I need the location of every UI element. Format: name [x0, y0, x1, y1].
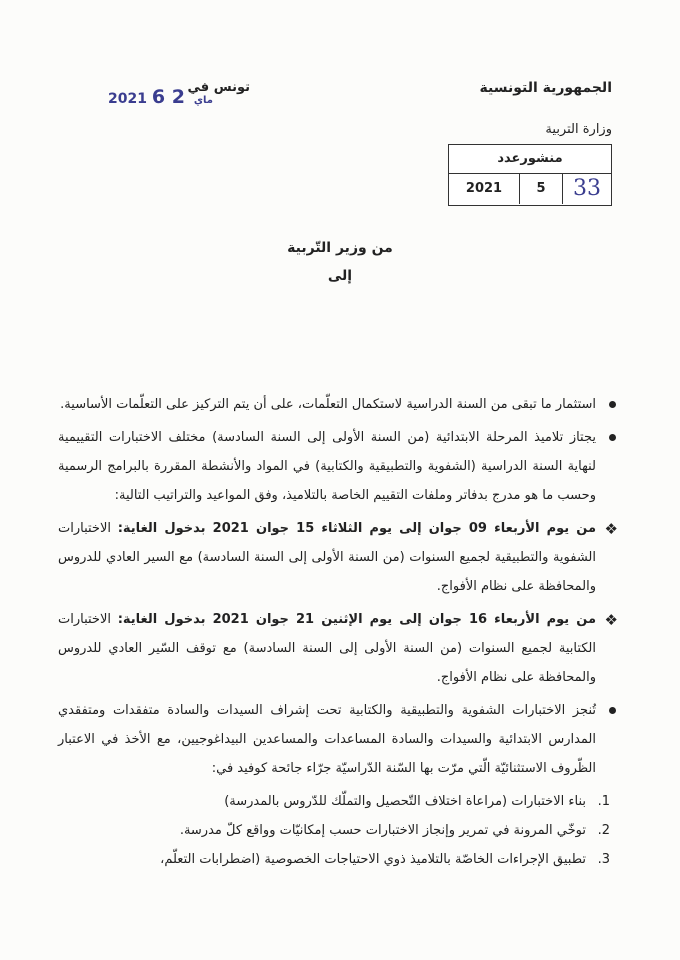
- recipient-line: إلى: [327, 268, 353, 284]
- city-label: تونس في: [187, 80, 250, 95]
- numbered-item-2: [58, 816, 618, 845]
- paragraph-text: استثمار ما تبقى من السنة الدراسية لاستكمال التعلّمات، على أن يتم التركيز على التعلّمات الأساسية.: [60, 397, 596, 412]
- numbered-item-3: [58, 845, 618, 874]
- sender-line: من وزير التّربية: [287, 240, 393, 256]
- circular-number: 33: [562, 174, 611, 204]
- item-text: تطبيق الإجراءات الخاصّة بالتلاميذ ذوي الاحتياجات الخصوصية (اضطرابات التعلّم،: [160, 852, 586, 867]
- document-body: [58, 390, 618, 874]
- bullet-dot-icon: [609, 434, 616, 441]
- bullet-dot-icon: [609, 707, 616, 714]
- schedule-item-2: [58, 605, 618, 692]
- schedule-dates: من يوم الأربعاء 16 جوان إلى يوم الإثنين 21 جوان 2021 بدخول الغاية:: [117, 612, 596, 627]
- item-number: 3.: [597, 852, 610, 867]
- date-year: 2021: [108, 91, 147, 107]
- bullet-paragraph-2: [58, 423, 618, 510]
- republic-title: الجمهورية التونسية: [479, 80, 612, 96]
- schedule-item-1: [58, 514, 618, 601]
- paragraph-text: يجتاز تلاميذ المرحلة الابتدائية (من السنة الأولى إلى السنة السادسة) مختلف الاختبارات التقييمية لنهاية السنة الدراسية (الشفوية والتطبيقية والكتابية) في المواد والأنشطة المقررة بالبرامج الرسمية وحسب ما هو مدرج بدفاتر وملفات التقييم الخاصة بالتلاميذ، وفق المواعيد والتراتيب التالية:: [58, 430, 596, 503]
- circular-number-box: [448, 144, 612, 206]
- schedule-dates: من يوم الأربعاء 09 جوان إلى يوم الثلاثاء 15 جوان 2021 بدخول الغاية:: [117, 521, 596, 536]
- item-text: توخّي المرونة في تمرير وإنجاز الاختبارات حسب إمكانيّات وواقع كلّ مدرسة.: [179, 823, 586, 838]
- schedule-description: الاختبارات الشفوية والتطبيقية لجميع السنوات (من السنة الأولى إلى السنة السادسة) مع السير العادي للدروس والمحافظة على نظام الأفواج.: [58, 521, 596, 594]
- bullet-paragraph-1: [58, 390, 618, 419]
- ministry-name: وزارة التربية: [545, 122, 612, 137]
- date-month: ماي: [193, 95, 213, 106]
- date-day: 2 6: [151, 86, 185, 108]
- item-text: بناء الاختبارات (مراعاة اختلاف التّحصيل والتملّك للدّروس بالمدرسة): [224, 794, 586, 809]
- circular-month: 5: [519, 174, 562, 204]
- item-number: 2.: [597, 823, 610, 838]
- circular-title: منشورعدد: [449, 145, 611, 174]
- diamond-bullet-icon: ❖: [604, 611, 618, 629]
- date-stamp: [108, 86, 217, 108]
- circular-year: 2021: [465, 181, 503, 196]
- item-number: 1.: [597, 794, 610, 809]
- bullet-paragraph-3: [58, 696, 618, 783]
- numbered-item-1: [58, 787, 618, 816]
- paragraph-text: تُنجز الاختبارات الشفوية والتطبيقية والكتابية تحت إشراف السيدات والسادة متفقدات ومتفقدي المدارس الابتدائية والسيدات والسادة المساعدات والمساعدين البيداغوجيين، مع الأخذ في الاعتبار الظّروف الاستثنائيّة الّتي مرّت بها السّنة الدّراسيّة جرّاء جائحة كوفيد في:: [58, 703, 596, 776]
- bullet-dot-icon: [609, 401, 616, 408]
- circular-row: [449, 174, 611, 204]
- diamond-bullet-icon: ❖: [604, 520, 618, 538]
- schedule-description: الاختبارات الكتابية لجميع السنوات (من السنة الأولى إلى السنة السادسة) مع توقف السّير العادي للدروس والمحافظة على نظام الأفواج.: [58, 612, 596, 685]
